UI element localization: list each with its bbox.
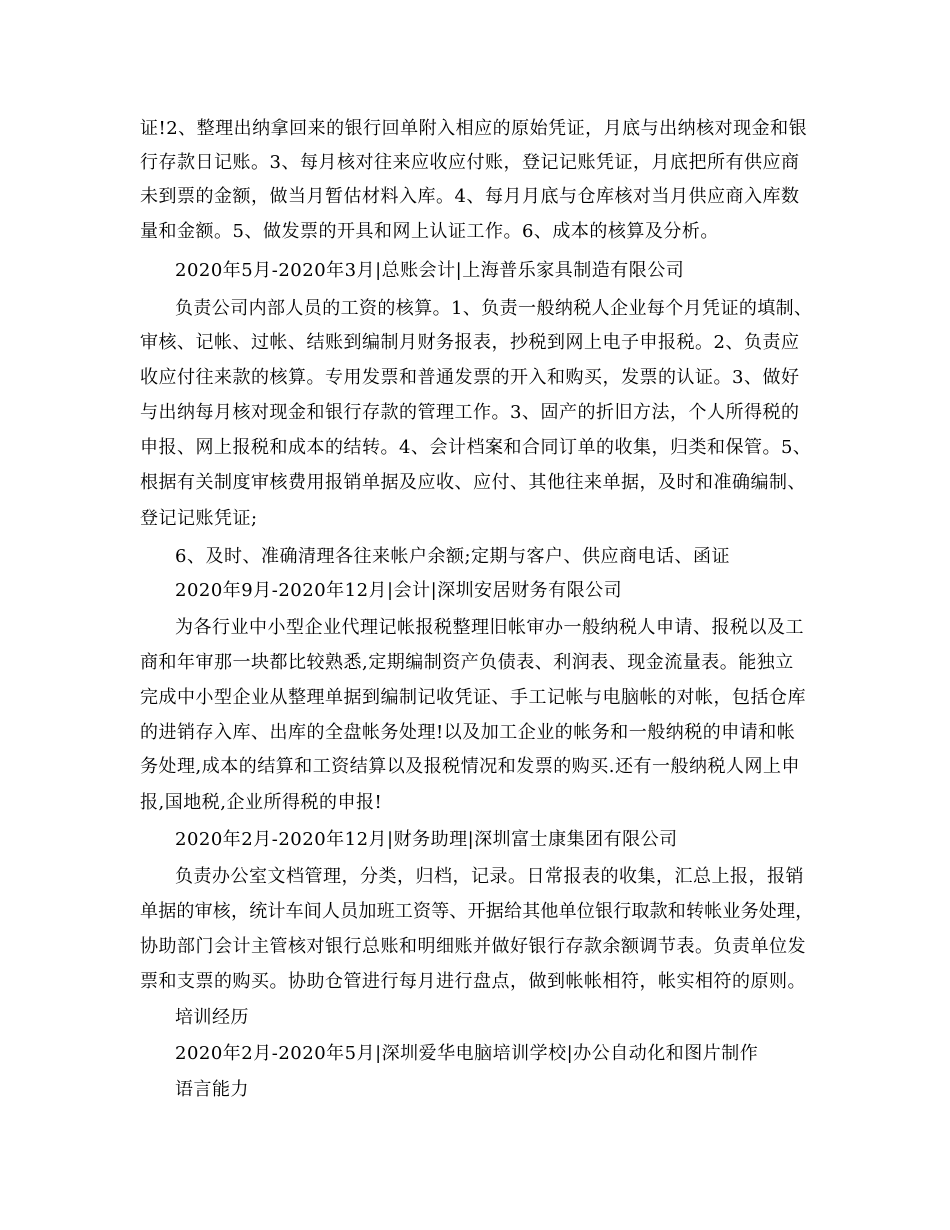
- paragraph-line: 登记记账凭证;: [140, 508, 258, 529]
- paragraph-line: 证!2、整理出纳拿回来的银行回单附入相应的原始凭证，月底与出纳核对现金和银: [140, 118, 808, 139]
- paragraph-line: 根据有关制度审核费用报销单据及应收、应付、其他往来单据，及时和准确编制、: [140, 472, 806, 493]
- paragraph-line: 商和年审那一块都比较熟悉,定期编制资产负债表、利润表、现金流量表。能独立: [140, 652, 794, 673]
- section-heading-training: 培训经历: [175, 1007, 249, 1028]
- paragraph-line: 单据的审核，统计车间人员加班工资等、开据给其他单位银行取款和转帐业务处理，: [140, 901, 814, 922]
- paragraph-line: 负责办公室文档管理，分类，归档，记录。日常报表的收集，汇总上报，报销: [175, 866, 804, 887]
- paragraph-line: 负责公司内部人员的工资的核算。1、负责一般纳税人企业每个月凭证的填制、: [175, 298, 813, 319]
- job-heading: 2020年5月-2020年3月|总账会计|上海普乐家具制造有限公司: [175, 260, 685, 281]
- paragraph-line: 申报、网上报税和成本的结转。4、会计档案和合同订单的收集，归类和保管。5、: [140, 437, 812, 458]
- paragraph-line: 与出纳每月核对现金和银行存款的管理工作。3、固产的折旧方法，个人所得税的: [140, 402, 800, 423]
- paragraph-line: 协助部门会计主管核对银行总账和明细账并做好银行存款余额调节表。负责单位发: [140, 936, 806, 957]
- paragraph-line: 报,国地税,企业所得税的申报!: [140, 792, 383, 813]
- paragraph-line: 6、及时、准确清理各往来帐户余额;定期与客户、供应商电话、函证: [175, 546, 731, 567]
- paragraph-line: 为各行业中小型企业代理记帐报税整理旧帐审办一般纳税人申请、报税以及工: [175, 617, 804, 638]
- paragraph-line: 审核、记帐、过帐、结账到编制月财务报表，抄税到网上电子申报税。2、负责应: [140, 332, 800, 353]
- training-entry: 2020年2月-2020年5月|深圳爱华电脑培训学校|办公自动化和图片制作: [175, 1043, 759, 1064]
- paragraph-line: 的进销存入库、出库的全盘帐务处理!以及加工企业的帐务和一般纳税的申请和帐: [140, 722, 796, 743]
- job-heading: 2020年2月-2020年12月|财务助理|深圳富士康集团有限公司: [175, 829, 678, 850]
- paragraph-line: 完成中小型企业从整理单据到编制记收凭证、手工记帐与电脑帐的对帐，包括仓库: [140, 687, 806, 708]
- paragraph-line: 票和支票的购买。协助仓管进行每月进行盘点，做到帐帐相符，帐实相符的原则。: [140, 971, 806, 992]
- section-heading-language: 语言能力: [175, 1079, 249, 1100]
- job-heading: 2020年9月-2020年12月|会计|深圳安居财务有限公司: [175, 580, 623, 601]
- paragraph-line: 未到票的金额，做当月暂估材料入库。4、每月月底与仓库核对当月供应商入库数: [140, 186, 800, 207]
- paragraph-line: 行存款日记账。3、每月核对往来应收应付账，登记记账凭证，月底把所有供应商: [140, 152, 800, 173]
- paragraph-line: 务处理,成本的结算和工资结算以及报税情况和发票的购买.还有一般纳税人网上申: [140, 756, 800, 777]
- paragraph-line: 收应付往来款的核算。专用发票和普通发票的开入和购买，发票的认证。3、做好: [140, 367, 800, 388]
- paragraph-line: 量和金额。5、做发票的开具和网上认证工作。6、成本的核算及分析。: [140, 221, 719, 242]
